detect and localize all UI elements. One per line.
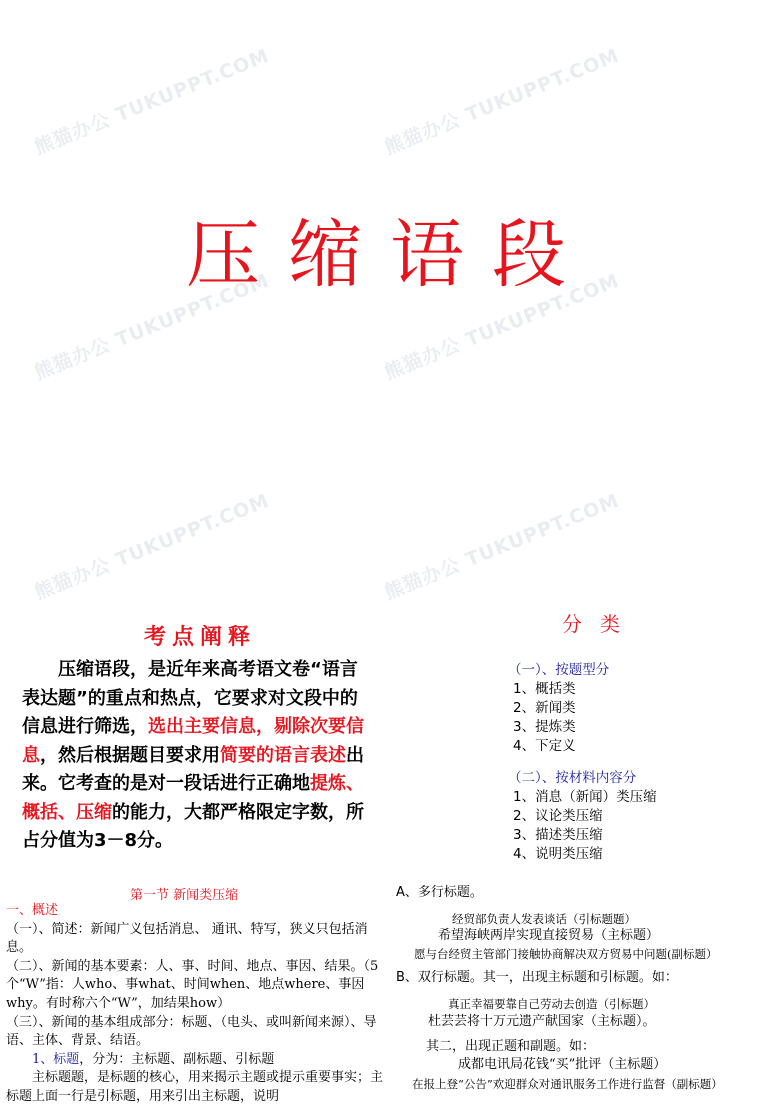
title-label: 1、标题 — [32, 1051, 80, 1067]
para-text: 压缩语段，是近年来高考语文卷“语言表达题”的重点和热点，它要求对文段中的信息进行筛选， — [22, 659, 358, 737]
watermark-text: 熊猫办公 TUKUPPT.COM — [31, 44, 273, 160]
double-line-label: B、双行标题。其一，出现主标题和引标题。如： — [396, 970, 678, 985]
classification-title: 分类 — [562, 612, 638, 636]
watermark-text: 熊猫办公 TUKUPPT.COM — [381, 44, 623, 160]
overview-line: （二）、新闻的基本要素：人、事、时间、地点、事因、结果。（5个“W”指：人who、事what、时间when、地点where、事因why。有时称六个“W”，加结果how） — [6, 958, 379, 1011]
group-list — [513, 680, 609, 756]
group-heading: （一）、按题型分 — [508, 662, 610, 678]
para-highlight: 简要的语言表述 — [220, 744, 346, 766]
multi-line-label: A、多行标题。 — [396, 885, 483, 900]
example-line: 经贸部负责人发表谈话（引标题题） — [452, 912, 636, 926]
para-highlight: 提炼、概括、压缩 — [22, 773, 364, 823]
group-heading: （二）、按材料内容分 — [508, 770, 637, 786]
watermark-text: 熊猫办公 TUKUPPT.COM — [31, 489, 273, 605]
para-highlight: 选出主要信息，剔除次要信息 — [22, 716, 364, 766]
list-item: 3、提炼类 — [513, 719, 576, 735]
list-item: 4、说明类压缩 — [513, 846, 603, 862]
watermark-text: 熊猫办公 TUKUPPT.COM — [31, 269, 273, 385]
group-list — [513, 788, 657, 864]
watermark-text: 熊猫办公 TUKUPPT.COM — [381, 489, 623, 605]
subtitle-label: 其二，出现正题和副题。如： — [426, 1039, 596, 1054]
overview-line: 主标题题，是标题的核心，用来揭示主题或提示重要事实；主标题上面一行是引标题，用来引出主标题，说明 — [6, 1070, 384, 1104]
title-desc: ，分为：主标题、副标题、引标题 — [79, 1051, 275, 1067]
para-text: 的能力，大都严格限定字数，所占分值为3－8分。 — [22, 801, 364, 851]
example-line: 愿与台经贸主管部门接触协商解决双方贸易中问题(副标题） — [414, 947, 718, 961]
example-line: 杜芸芸将十万元遗产献国家（主标题）。 — [428, 1014, 656, 1029]
section-title: 第一节 新闻类压缩 — [130, 888, 239, 903]
intro-paragraph — [22, 656, 374, 856]
list-item: 1、消息（新闻）类压缩 — [513, 789, 657, 805]
example-line: 成都电讯局花钱“买”批评（主标题） — [458, 1057, 667, 1072]
group-material — [508, 766, 657, 864]
slide-title: 压缩语段 — [186, 212, 594, 298]
section-heading: 考点阐释 — [143, 625, 256, 650]
para-text: 出来。它考查的是对一段话进行正确地 — [22, 744, 364, 794]
example-line: 真正幸福要靠自己劳动去创造（引标题） — [448, 997, 655, 1011]
list-item: 2、议论类压缩 — [513, 808, 603, 824]
para-text: ，然后根据题目要求用 — [40, 744, 220, 766]
example-line: 在报上登“公告”欢迎群众对通讯服务工作进行监督（副标题） — [412, 1077, 723, 1091]
overview-line: （一）、简述：新闻广义包括消息、 通讯、特写，狭义只包括消息。 — [6, 921, 368, 956]
list-item: 3、描述类压缩 — [513, 827, 603, 843]
example-line: 希望海峡两岸实现直接贸易（主标题） — [438, 928, 660, 943]
overview-line: （三）、新闻的基本组成部分：标题、（电头、或叫新闻来源）、导语、主体、背景、结语。 — [6, 1014, 377, 1049]
list-item: 1、概括类 — [513, 681, 576, 697]
watermark-text: 熊猫办公 TUKUPPT.COM — [381, 269, 623, 385]
overview-heading: 一、概述 — [6, 903, 59, 918]
overview-line — [6, 1051, 386, 1070]
list-item: 4、下定义 — [513, 738, 576, 754]
overview-body — [6, 902, 386, 1107]
group-type — [508, 658, 609, 756]
list-item: 2、新闻类 — [513, 700, 576, 716]
